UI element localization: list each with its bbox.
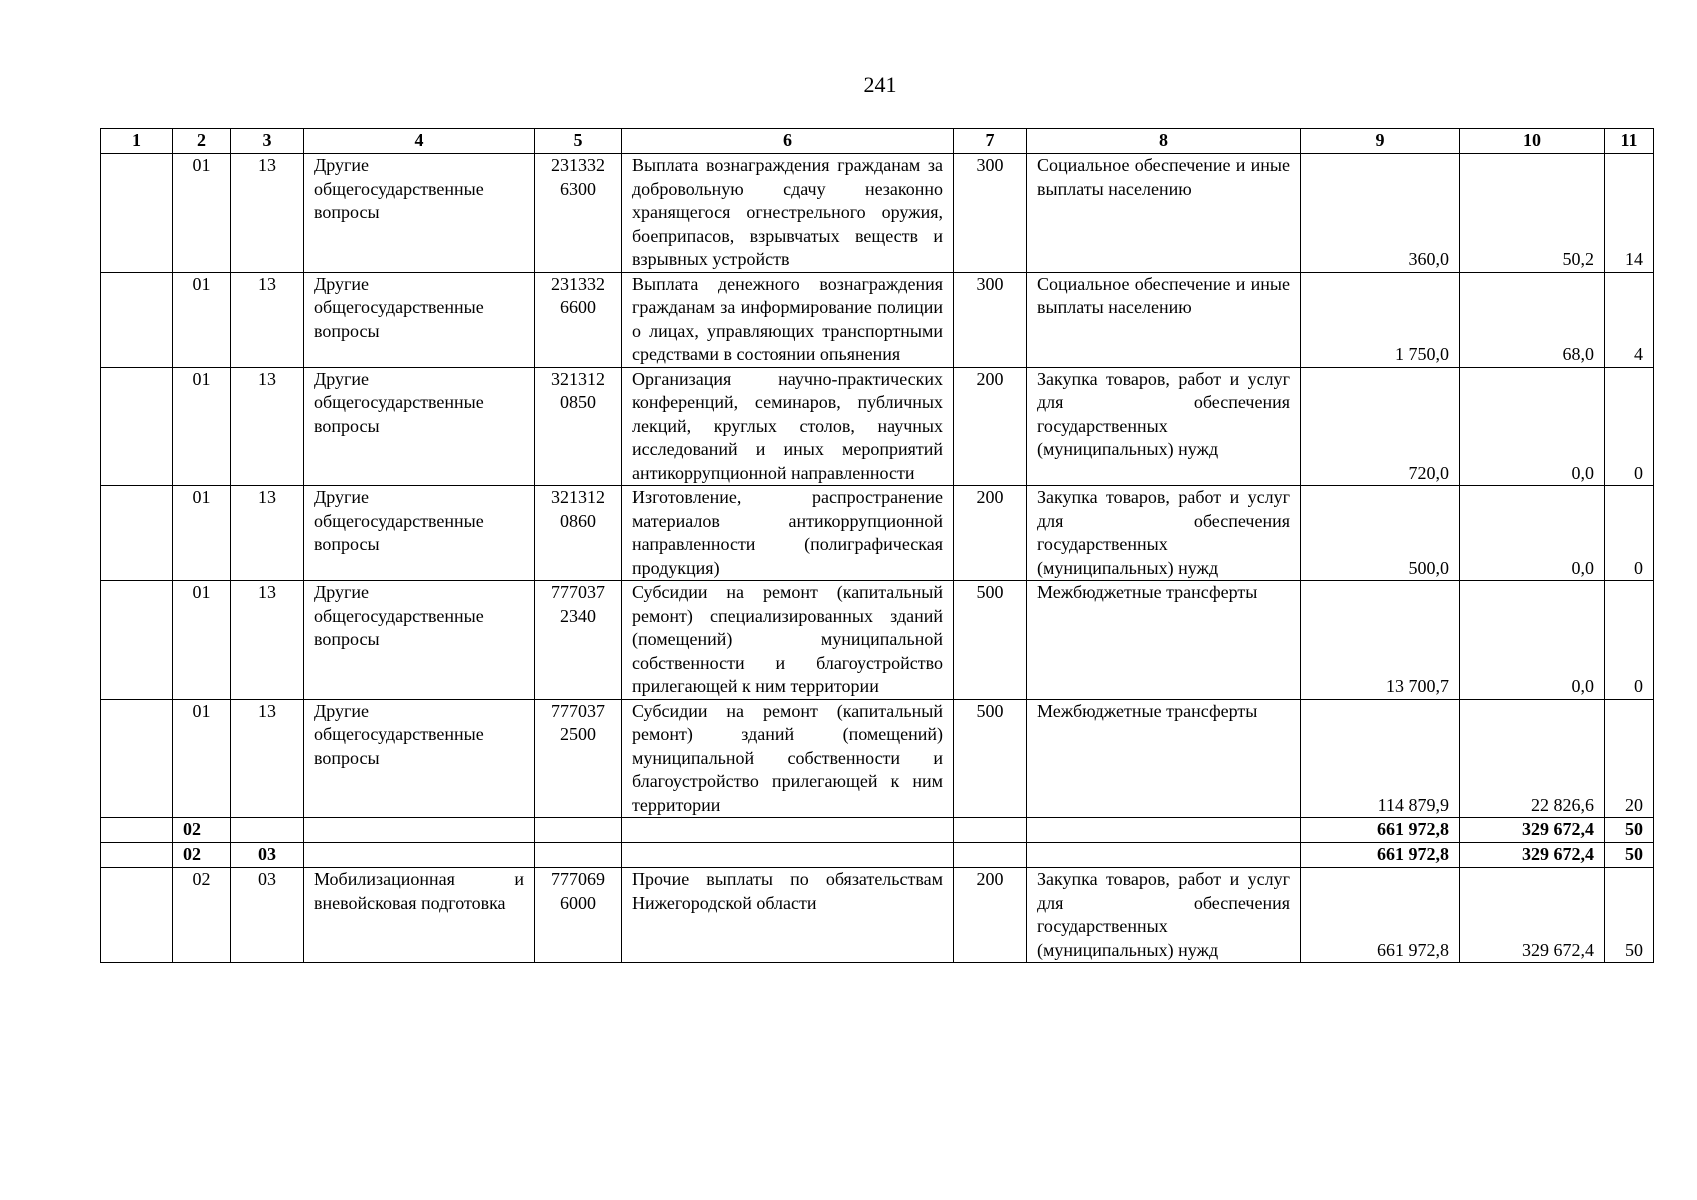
header-cell: 8 bbox=[1027, 129, 1301, 154]
cell-subsection: 13 bbox=[231, 367, 304, 486]
cell-subsection: 13 bbox=[231, 272, 304, 367]
cell-target-name: Прочие выплаты по обязательствам Нижегородской области bbox=[622, 868, 954, 963]
header-cell: 7 bbox=[954, 129, 1027, 154]
cell-target-code: 231332 6600 bbox=[535, 272, 622, 367]
cell-expense-type: 500 bbox=[954, 581, 1027, 700]
cell-section: 02 bbox=[173, 818, 231, 843]
cell-section: 01 bbox=[173, 272, 231, 367]
header-cell: 9 bbox=[1301, 129, 1460, 154]
cell-actual: 0,0 bbox=[1460, 581, 1605, 700]
cell-plan: 1 750,0 bbox=[1301, 272, 1460, 367]
cell-percent: 50 bbox=[1605, 818, 1654, 843]
cell-section-name: Другие общегосударственные вопросы bbox=[304, 486, 535, 581]
cell-subsection: 13 bbox=[231, 581, 304, 700]
cell-section: 01 bbox=[173, 581, 231, 700]
cell-plan: 661 972,8 bbox=[1301, 843, 1460, 868]
cell-plan: 13 700,7 bbox=[1301, 581, 1460, 700]
header-cell: 6 bbox=[622, 129, 954, 154]
cell-percent: 50 bbox=[1605, 868, 1654, 963]
cell-target-code bbox=[535, 818, 622, 843]
table-row bbox=[101, 367, 1654, 486]
cell-col1 bbox=[101, 699, 173, 818]
cell-plan: 720,0 bbox=[1301, 367, 1460, 486]
cell-expense-type: 300 bbox=[954, 272, 1027, 367]
cell-section: 02 bbox=[173, 868, 231, 963]
cell-actual: 0,0 bbox=[1460, 367, 1605, 486]
cell-expense-type bbox=[954, 818, 1027, 843]
cell-section-name: Другие общегосударственные вопросы bbox=[304, 581, 535, 700]
cell-percent: 14 bbox=[1605, 154, 1654, 273]
cell-section-name: Мобилизационная и вневойсковая подготовка bbox=[304, 868, 535, 963]
budget-table bbox=[100, 128, 1654, 963]
cell-subsection bbox=[231, 818, 304, 843]
cell-percent: 20 bbox=[1605, 699, 1654, 818]
cell-section-name: Другие общегосударственные вопросы bbox=[304, 154, 535, 273]
header-cell: 4 bbox=[304, 129, 535, 154]
cell-expense-name bbox=[1027, 843, 1301, 868]
cell-col1 bbox=[101, 581, 173, 700]
header-cell: 5 bbox=[535, 129, 622, 154]
header-cell: 1 bbox=[101, 129, 173, 154]
cell-target-name: Субсидии на ремонт (капитальный ремонт) специализированных зданий (помещений) муниципальной собственности и благоустройство прилегающей к ним территории bbox=[622, 581, 954, 700]
cell-expense-name: Межбюджетные трансферты bbox=[1027, 699, 1301, 818]
table-row bbox=[101, 581, 1654, 700]
header-cell: 11 bbox=[1605, 129, 1654, 154]
cell-col1 bbox=[101, 367, 173, 486]
cell-expense-name: Закупка товаров, работ и услуг для обеспечения государственных (муниципальных) нужд bbox=[1027, 367, 1301, 486]
cell-target-code: 777069 6000 bbox=[535, 868, 622, 963]
cell-percent: 4 bbox=[1605, 272, 1654, 367]
cell-subsection: 03 bbox=[231, 843, 304, 868]
cell-section: 01 bbox=[173, 367, 231, 486]
cell-target-code: 321312 0850 bbox=[535, 367, 622, 486]
page-number: 241 bbox=[863, 72, 897, 97]
cell-target-name bbox=[622, 843, 954, 868]
cell-expense-name: Социальное обеспечение и иные выплаты населению bbox=[1027, 272, 1301, 367]
cell-plan: 661 972,8 bbox=[1301, 868, 1460, 963]
cell-subsection: 13 bbox=[231, 154, 304, 273]
cell-col1 bbox=[101, 818, 173, 843]
cell-plan: 661 972,8 bbox=[1301, 818, 1460, 843]
cell-target-code: 777037 2340 bbox=[535, 581, 622, 700]
table-row bbox=[101, 699, 1654, 818]
cell-section-name: Другие общегосударственные вопросы bbox=[304, 367, 535, 486]
cell-actual: 50,2 bbox=[1460, 154, 1605, 273]
cell-target-code: 231332 6300 bbox=[535, 154, 622, 273]
header-cell: 2 bbox=[173, 129, 231, 154]
header-row bbox=[101, 129, 1654, 154]
cell-section: 02 bbox=[173, 843, 231, 868]
cell-target-name: Субсидии на ремонт (капитальный ремонт) зданий (помещений) муниципальной собственности и благоустройство прилегающей к ним территории bbox=[622, 699, 954, 818]
cell-actual: 329 672,4 bbox=[1460, 868, 1605, 963]
cell-expense-type: 200 bbox=[954, 367, 1027, 486]
cell-plan: 500,0 bbox=[1301, 486, 1460, 581]
cell-target-name: Выплата денежного вознаграждения гражданам за информирование полиции о лицах, управляющих транспортными средствами в состоянии опьянения bbox=[622, 272, 954, 367]
cell-expense-type: 200 bbox=[954, 486, 1027, 581]
cell-target-name: Выплата вознаграждения гражданам за добровольную сдачу незаконно хранящегося огнестрельного оружия, боеприпасов, взрывчатых веществ и взрывных устройств bbox=[622, 154, 954, 273]
cell-target-code: 321312 0860 bbox=[535, 486, 622, 581]
table-row bbox=[101, 868, 1654, 963]
header-cell: 10 bbox=[1460, 129, 1605, 154]
cell-actual: 0,0 bbox=[1460, 486, 1605, 581]
cell-plan: 114 879,9 bbox=[1301, 699, 1460, 818]
cell-col1 bbox=[101, 843, 173, 868]
cell-section: 01 bbox=[173, 486, 231, 581]
cell-percent: 0 bbox=[1605, 367, 1654, 486]
cell-subsection: 13 bbox=[231, 699, 304, 818]
cell-actual: 329 672,4 bbox=[1460, 843, 1605, 868]
cell-expense-name bbox=[1027, 818, 1301, 843]
cell-expense-name: Закупка товаров, работ и услуг для обеспечения государственных (муниципальных) нужд bbox=[1027, 868, 1301, 963]
cell-section-name bbox=[304, 818, 535, 843]
cell-expense-type bbox=[954, 843, 1027, 868]
header-cell: 3 bbox=[231, 129, 304, 154]
cell-percent: 50 bbox=[1605, 843, 1654, 868]
table-row bbox=[101, 154, 1654, 273]
cell-expense-type: 500 bbox=[954, 699, 1027, 818]
cell-actual: 68,0 bbox=[1460, 272, 1605, 367]
cell-section-name: Другие общегосударственные вопросы bbox=[304, 699, 535, 818]
cell-target-name: Организация научно-практических конференций, семинаров, публичных лекций, круглых столов, научных исследований и иных мероприятий антикоррупционной направленности bbox=[622, 367, 954, 486]
cell-col1 bbox=[101, 868, 173, 963]
cell-target-code: 777037 2500 bbox=[535, 699, 622, 818]
cell-expense-name: Межбюджетные трансферты bbox=[1027, 581, 1301, 700]
cell-target-code bbox=[535, 843, 622, 868]
cell-subsection: 13 bbox=[231, 486, 304, 581]
cell-expense-type: 300 bbox=[954, 154, 1027, 273]
cell-section-name: Другие общегосударственные вопросы bbox=[304, 272, 535, 367]
section-total-row bbox=[101, 818, 1654, 843]
cell-expense-type: 200 bbox=[954, 868, 1027, 963]
cell-plan: 360,0 bbox=[1301, 154, 1460, 273]
cell-subsection: 03 bbox=[231, 868, 304, 963]
table-row bbox=[101, 486, 1654, 581]
cell-section: 01 bbox=[173, 154, 231, 273]
subsection-total-row bbox=[101, 843, 1654, 868]
cell-col1 bbox=[101, 486, 173, 581]
cell-section-name bbox=[304, 843, 535, 868]
cell-col1 bbox=[101, 272, 173, 367]
cell-percent: 0 bbox=[1605, 486, 1654, 581]
cell-target-name: Изготовление, распространение материалов антикоррупционной направленности (полиграфическая продукция) bbox=[622, 486, 954, 581]
cell-percent: 0 bbox=[1605, 581, 1654, 700]
cell-target-name bbox=[622, 818, 954, 843]
cell-actual: 22 826,6 bbox=[1460, 699, 1605, 818]
cell-section: 01 bbox=[173, 699, 231, 818]
cell-expense-name: Закупка товаров, работ и услуг для обеспечения государственных (муниципальных) нужд bbox=[1027, 486, 1301, 581]
cell-expense-name: Социальное обеспечение и иные выплаты населению bbox=[1027, 154, 1301, 273]
table-row bbox=[101, 272, 1654, 367]
cell-actual: 329 672,4 bbox=[1460, 818, 1605, 843]
cell-col1 bbox=[101, 154, 173, 273]
